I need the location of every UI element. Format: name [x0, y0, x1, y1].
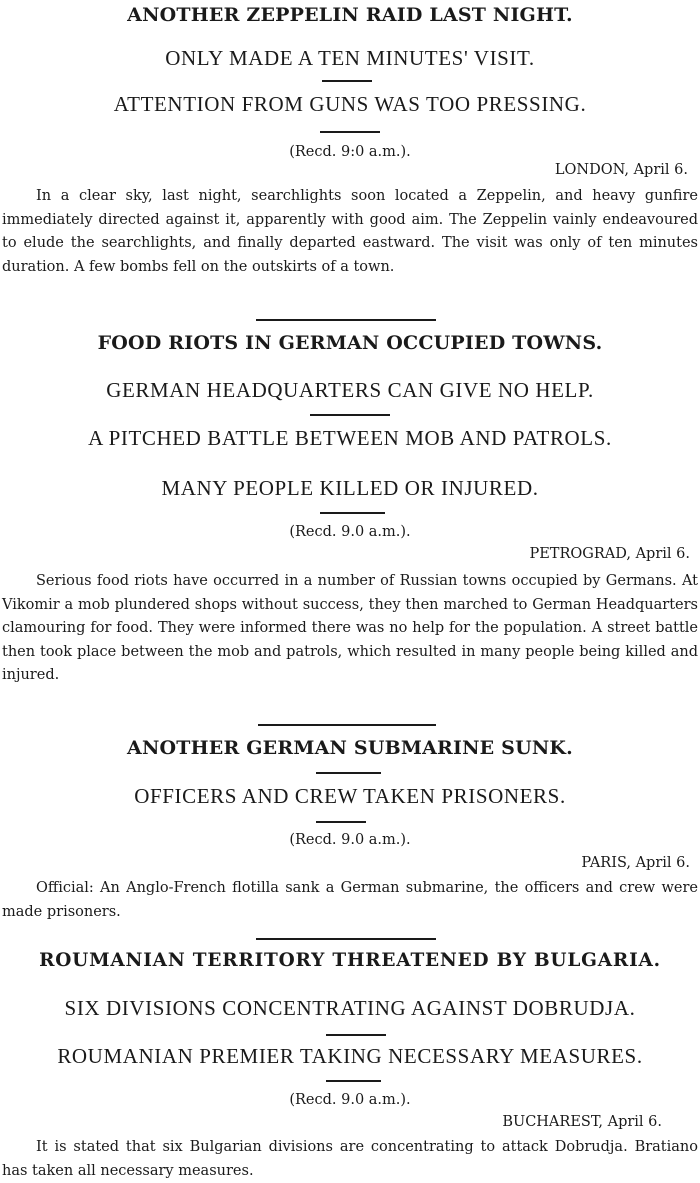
- short-divider: [322, 80, 372, 82]
- subhead-many-killed: MANY PEOPLE KILLED OR INJURED.: [161, 476, 539, 500]
- article-body-food-riots: Serious food riots have occurred in a number of Russian towns occupied by Germans. At Vikomir a mob plundered shops without success, they then marched to German Headquarters clamouring for food. They were informed there was no help for the population. A street battle then took place between the mob and patrols, which resulted in many people being killed and injured.: [2, 573, 698, 683]
- section-divider: [256, 938, 436, 940]
- subhead-six-divisions: SIX DIVISIONS CONCENTRATING AGAINST DOBRUDJA.: [64, 996, 636, 1020]
- dateline-bucharest: BUCHAREST, April 6.: [502, 1114, 662, 1130]
- subhead-ten-minutes-visit: ONLY MADE A TEN MINUTES' VISIT.: [165, 46, 535, 70]
- short-divider: [326, 1034, 386, 1036]
- received-time: (Recd. 9.0 a.m.).: [289, 524, 411, 540]
- short-divider: [320, 512, 385, 514]
- article-body-zeppelin: In a clear sky, last night, searchlights soon located a Zeppelin, and heavy gunfire immediately directed against it, apparently with good aim. The Zeppelin vainly endeavoured to elude the searchlights, and finally departed eastward. The visit was only of ten minutes duration. A few bombs fell on the outskirts of a town.: [2, 188, 698, 275]
- short-divider: [316, 772, 381, 774]
- short-divider: [316, 821, 366, 823]
- received-time: (Recd. 9.0 a.m.).: [289, 1092, 411, 1108]
- short-divider: [326, 1080, 381, 1082]
- dateline-paris: PARIS, April 6.: [581, 855, 690, 871]
- short-divider: [320, 131, 380, 133]
- article-body-submarine: Official: An Anglo-French flotilla sank a German submarine, the officers and crew were made prisoners.: [2, 880, 698, 920]
- dateline-petrograd: PETROGRAD, April 6.: [529, 546, 690, 562]
- subhead-pitched-battle: A PITCHED BATTLE BETWEEN MOB AND PATROLS.: [88, 426, 612, 450]
- short-divider: [310, 414, 390, 416]
- subhead-guns-pressing: ATTENTION FROM GUNS WAS TOO PRESSING.: [113, 92, 587, 116]
- dateline-london: LONDON, April 6.: [554, 162, 688, 178]
- headline-submarine-sunk: ANOTHER GERMAN SUBMARINE SUNK.: [127, 737, 573, 759]
- subhead-premier-measures: ROUMANIAN PREMIER TAKING NECESSARY MEASURES.: [57, 1044, 643, 1068]
- received-time: (Recd. 9.0 a.m.).: [289, 832, 411, 848]
- article-body-bulgaria: It is stated that six Bulgarian divisions are concentrating to attack Dobrudja. Bratiano has taken all necessary measures.: [2, 1139, 698, 1179]
- headline-roumanian-territory: ROUMANIAN TERRITORY THREATENED BY BULGARIA.: [39, 950, 661, 971]
- headline-zeppelin-raid: ANOTHER ZEPPELIN RAID LAST NIGHT.: [127, 4, 573, 26]
- headline-food-riots: FOOD RIOTS IN GERMAN OCCUPIED TOWNS.: [97, 332, 603, 354]
- subhead-officers-crew: OFFICERS AND CREW TAKEN PRISONERS.: [134, 784, 566, 808]
- section-divider: [258, 724, 436, 726]
- subhead-no-help: GERMAN HEADQUARTERS CAN GIVE NO HELP.: [106, 378, 594, 402]
- section-divider: [256, 319, 436, 321]
- received-time: (Recd. 9:0 a.m.).: [289, 144, 411, 160]
